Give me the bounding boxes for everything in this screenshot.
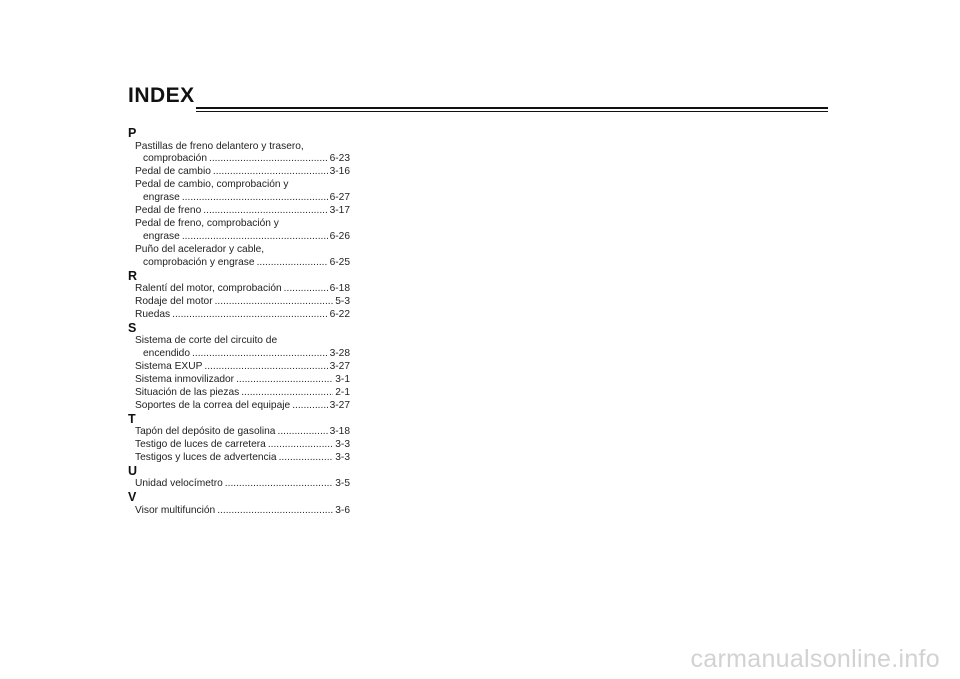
- entry-text: Ralentí del motor, comprobación: [135, 283, 282, 295]
- entry-text: Soportes de la correa del equipaje: [135, 399, 291, 411]
- index-section: [128, 413, 350, 465]
- entry-row: [135, 348, 350, 361]
- entry-text: Testigo de luces de carretera: [135, 439, 266, 451]
- dot-leader: [277, 426, 327, 439]
- page-number: 6-18: [329, 283, 350, 295]
- entry-line: Sistema de corte del circuito de: [135, 335, 278, 347]
- entry-row: [135, 361, 350, 374]
- section-letter: V: [128, 490, 137, 505]
- entry-text: Situación de las piezas: [135, 386, 240, 398]
- dot-leader: [215, 296, 334, 309]
- entry-row: [135, 400, 350, 413]
- index-entry: [128, 205, 350, 218]
- dot-leader: [172, 309, 327, 322]
- dot-leader: [225, 478, 333, 491]
- entry-text: Visor multifunción: [135, 504, 216, 516]
- entry-row: [135, 153, 350, 166]
- entry-text: Pedal de cambio: [135, 166, 211, 178]
- index-section: [128, 491, 350, 517]
- index-entry: [128, 244, 350, 270]
- page-number: 3-17: [329, 205, 350, 217]
- entry-text: Unidad velocímetro: [135, 478, 223, 490]
- dot-leader: [204, 361, 327, 374]
- section-letter: U: [128, 463, 138, 478]
- entry-line: Pedal de cambio, comprobación y: [135, 179, 289, 191]
- entry-row: [135, 387, 350, 400]
- page-number: 6-25: [329, 256, 350, 268]
- entry-row: [135, 205, 350, 218]
- index-entry: [128, 166, 350, 179]
- page-number: 3-27: [329, 361, 350, 373]
- index-column: [128, 127, 350, 518]
- index-entry: [128, 387, 350, 400]
- entry-row: [135, 478, 350, 491]
- page-number: 6-23: [329, 153, 350, 165]
- entry-row: [135, 439, 350, 452]
- page-number: 6-26: [329, 230, 350, 242]
- dot-leader: [268, 439, 333, 452]
- section-letter: S: [128, 320, 137, 335]
- section-letter: P: [128, 126, 137, 140]
- page-number: 3-27: [329, 399, 350, 411]
- entry-text: Rodaje del motor: [135, 295, 213, 307]
- dot-leader: [279, 452, 334, 465]
- entry-text: Pedal de freno: [135, 205, 202, 217]
- index-entry: [128, 426, 350, 439]
- entry-row: [135, 192, 350, 205]
- entry-row: [135, 505, 350, 518]
- index-entry: [128, 400, 350, 413]
- entry-line: Pastillas de freno delantero y trasero,: [135, 140, 304, 152]
- dot-leader: [292, 400, 327, 413]
- entry-text: Ruedas: [135, 308, 171, 320]
- dot-leader: [241, 387, 333, 400]
- watermark: carmanualsonline.info: [690, 645, 940, 673]
- dot-leader: [182, 192, 328, 205]
- entry-row: [135, 283, 350, 296]
- index-section: [128, 322, 350, 413]
- entry-row: [135, 296, 350, 309]
- index-entry: [128, 283, 350, 296]
- index-entry: [128, 309, 350, 322]
- page-number: 3-3: [335, 452, 350, 464]
- dot-leader: [257, 257, 328, 270]
- index-entry: [128, 179, 350, 205]
- section-letter: R: [128, 268, 138, 283]
- dot-leader: [182, 231, 328, 244]
- index-entry: [128, 361, 350, 374]
- entry-row: [135, 231, 350, 244]
- title-rule-thin: [196, 111, 828, 112]
- entry-text: engrase: [143, 230, 180, 242]
- index-entry: [128, 478, 350, 491]
- entry-text: comprobación y engrase: [143, 256, 255, 268]
- entry-line: Pedal de freno, comprobación y: [135, 217, 279, 229]
- index-entry: [128, 218, 350, 244]
- page-number: 3-1: [335, 374, 350, 385]
- entry-row: [135, 166, 350, 179]
- entry-text: Sistema inmovilizador: [135, 374, 235, 385]
- index-entry: [128, 335, 350, 361]
- page-number: 3-3: [335, 439, 350, 451]
- index-entry: [128, 452, 350, 465]
- entry-text: Testigos y luces de advertencia: [135, 452, 277, 464]
- page-number: 3-16: [329, 166, 350, 178]
- entry-line: Puño del acelerador y cable,: [135, 243, 265, 255]
- page-title: INDEX: [128, 84, 195, 107]
- entry-row: [135, 452, 350, 465]
- dot-leader: [217, 505, 333, 518]
- page-number: 5-3: [335, 295, 350, 307]
- entry-row: [135, 257, 350, 270]
- page-number: 2-1: [335, 386, 350, 398]
- section-letter: T: [128, 411, 136, 426]
- title-rule-thick: [196, 107, 828, 109]
- entry-text: Sistema EXUP: [135, 361, 203, 373]
- index-entry: [128, 374, 350, 387]
- entry-row: [135, 426, 350, 439]
- page-number: 6-22: [329, 308, 350, 320]
- dot-leader: [209, 153, 328, 166]
- entry-row: [135, 309, 350, 322]
- index-entry: [128, 505, 350, 518]
- page-number: 3-28: [329, 348, 350, 360]
- page-header: [128, 84, 828, 108]
- entry-text: comprobación: [143, 153, 207, 165]
- dot-leader: [284, 283, 328, 296]
- dot-leader: [236, 374, 333, 387]
- entry-text: Tapón del depósito de gasolina: [135, 426, 276, 438]
- index-entry: [128, 141, 350, 167]
- entry-row: [135, 374, 350, 387]
- index-section: [128, 270, 350, 322]
- dot-leader: [213, 166, 328, 179]
- dot-leader: [192, 348, 328, 361]
- index-entry: [128, 439, 350, 452]
- page-number: 3-18: [329, 426, 350, 438]
- dot-leader: [203, 205, 327, 218]
- page-number: 3-6: [335, 504, 350, 516]
- entry-text: engrase: [143, 192, 180, 204]
- page-number: 6-27: [329, 192, 350, 204]
- page-number: 3-5: [335, 478, 350, 490]
- index-section: [128, 127, 350, 270]
- index-section: [128, 465, 350, 491]
- entry-text: encendido: [143, 348, 191, 360]
- index-entry: [128, 296, 350, 309]
